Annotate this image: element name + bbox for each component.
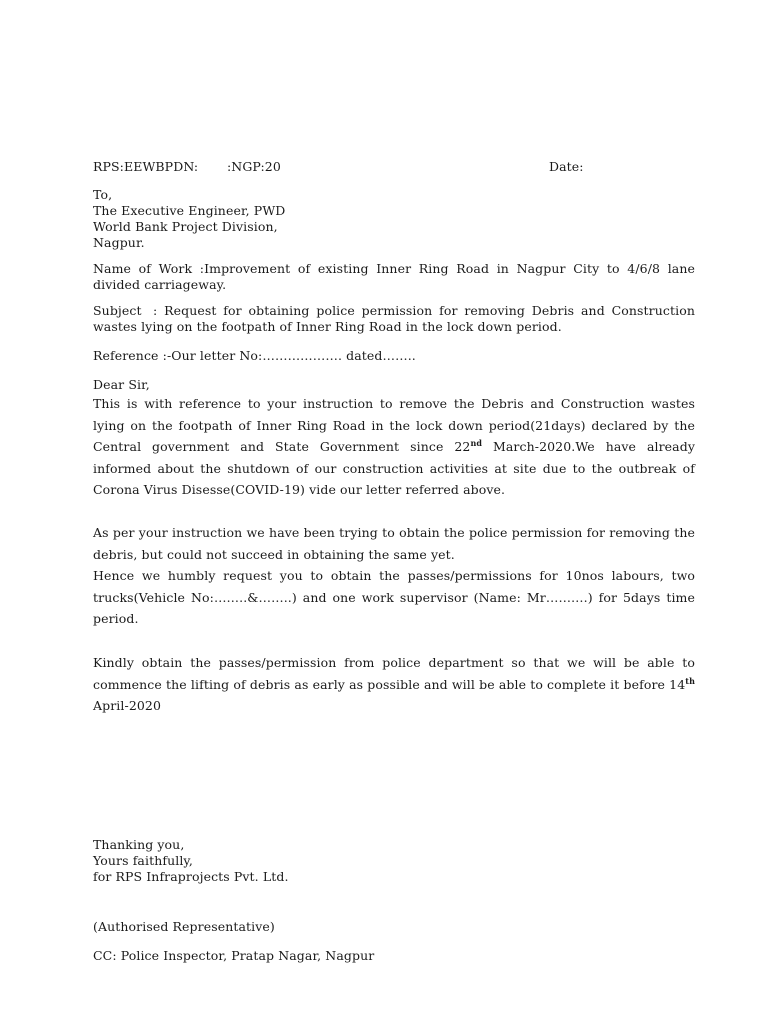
addressee-line: Nagpur. <box>93 235 145 250</box>
paragraph-1-text-cont: March-2020.We have already informed about the shutdown of our construction activities at site due to the outbreak of Corona Virus Disesse(COVID-19) vide our letter referred above. <box>93 439 695 498</box>
cc-line: CC: Police Inspector, Pratap Nagar, Nagpur <box>93 947 375 963</box>
closing-thanks: Thanking you, <box>93 836 185 852</box>
closing-yours: Yours faithfully, <box>93 852 194 868</box>
ordinal-suffix: th <box>685 675 695 686</box>
ordinal-suffix: nd <box>470 438 483 449</box>
subject-line <box>93 303 695 335</box>
reference-line: Reference :-Our letter No:………………. dated…….. <box>93 348 416 363</box>
paragraph-1 <box>93 393 695 501</box>
subject-text: : Request for obtaining police permission for removing Debris and Construction wastes lying on the footpath of Inner Ring Road in the lock down period. <box>93 303 695 334</box>
reference-header <box>93 159 695 177</box>
salutation: Dear Sir, <box>93 377 150 392</box>
letter-body <box>93 159 695 964</box>
date-label: Date: <box>549 159 584 174</box>
paragraph-4-text: Kindly obtain the passes/permission from police department so that we will be able to commence the lifting of debris as early as possible and will be able to complete it before 14 <box>93 654 695 692</box>
signatory: (Authorised Representative) <box>93 918 275 934</box>
paragraph-4-text-cont: April-2020 <box>93 698 162 714</box>
closing-block <box>93 837 695 885</box>
addressee-block <box>93 187 695 251</box>
addressee-line: The Executive Engineer, PWD <box>93 203 286 218</box>
paragraph-3: Hence we humbly request you to obtain the passes/permissions for 10nos labours, two trucks(Vehicle No:……..&……..) and one work supervisor (Name: Mr……….) for 5days time period. <box>93 568 695 627</box>
ngp-code: :NGP:20 <box>227 159 281 174</box>
ref-number: RPS:EEWBPDN: <box>93 159 199 174</box>
paragraph-1-text: This is with reference to your instruction to remove the Debris and Construction wastes lying on the footpath of Inner Ring Road in the lock down period(21days) declared by the Central government and State Government since 22 <box>93 396 695 455</box>
paragraph-4 <box>93 652 695 717</box>
paragraph-2: As per your instruction we have been trying to obtain the police permission for removing the debris, but could not succeed in obtaining the same yet. <box>93 524 695 562</box>
addressee-line: World Bank Project Division, <box>93 219 278 234</box>
subject-label: Subject <box>93 303 142 318</box>
closing-company: for RPS Infraprojects Pvt. Ltd. <box>93 868 289 884</box>
name-of-work: Name of Work :Improvement of existing Inner Ring Road in Nagpur City to 4/6/8 lane divided carriageway. <box>93 261 695 292</box>
addressee-to: To, <box>93 187 113 202</box>
